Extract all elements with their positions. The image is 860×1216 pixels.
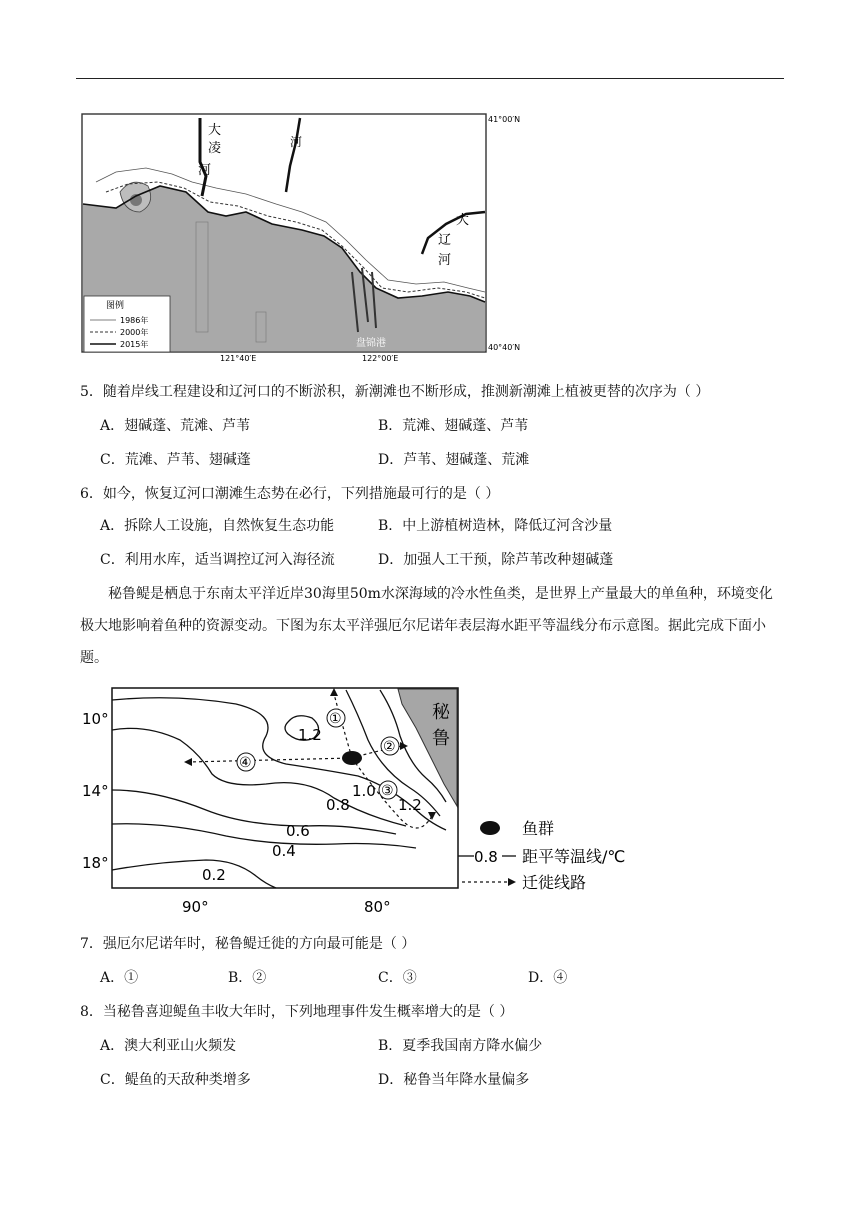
label-panjin: 盘锦港 [356, 338, 386, 349]
label-daling-3: 河 [198, 163, 212, 178]
lon-right: 122°00′E [362, 354, 399, 363]
question-8-stem: 8．当秘鲁喜迎鳀鱼丰收大年时，下列地理事件发生概率增大的是（ ） [80, 1004, 514, 1020]
route-2: ② [383, 739, 396, 755]
question-6-stem: 6．如今，恢复辽河口潮滩生态势在必行，下列措施最可行的是（ ） [80, 486, 500, 502]
route-4: ④ [239, 755, 252, 771]
header-rule [76, 78, 784, 79]
isoline-label-2: 1.2 [398, 796, 422, 814]
q8-option-d[interactable]: D．秘鲁当年降水量偏多 [378, 1072, 530, 1088]
q8-option-a[interactable]: A．澳大利亚山火频发 [100, 1038, 237, 1054]
lat-bottom: 40°40′N [488, 343, 521, 352]
legend-2000: 2000年 [120, 328, 149, 337]
q6-option-c[interactable]: C．利用水库，适当调控辽河入海径流 [100, 552, 335, 568]
legend-2015: 2015年 [120, 340, 149, 349]
lat-14: 14° [82, 782, 109, 800]
legend-title: 图例 [106, 301, 125, 311]
q8-option-c[interactable]: C．鳀鱼的天敌种类增多 [100, 1072, 251, 1088]
q6-option-b[interactable]: B．中上游植树造林，降低辽河含沙量 [378, 518, 613, 534]
q7-option-a[interactable]: A．① [100, 970, 139, 986]
lat-18: 18° [82, 854, 109, 872]
lat-10: 10° [82, 710, 109, 728]
label-daliao-3: 河 [438, 253, 452, 268]
isoline-label-1: 1.2 [298, 726, 322, 744]
isoline-label-4: 0.8 [326, 796, 350, 814]
legend-isoline: 距平等温线/℃ [522, 847, 626, 866]
q7-option-d[interactable]: D．④ [528, 970, 568, 986]
label-daling-2: 凌 [208, 141, 222, 156]
legend-isoline-value: 0.8 [474, 848, 498, 866]
map2-legend [458, 819, 625, 892]
lon-left: 121°40′E [220, 354, 257, 363]
q8-option-b[interactable]: B．夏季我国南方降水偏少 [378, 1038, 543, 1054]
label-daliao-1: 大 [456, 213, 470, 228]
legend-1986: 1986年 [120, 316, 149, 325]
question-7-stem: 7．强厄尔尼诺年时，秘鲁鳀迁徙的方向最可能是（ ） [80, 936, 416, 952]
legend-fish: 鱼群 [522, 819, 555, 838]
q5-option-d[interactable]: D．芦苇、翅碱蓬、荒滩 [378, 452, 530, 468]
passage [80, 578, 784, 674]
q6-option-d[interactable]: D．加强人工干预，除芦苇改种翅碱蓬 [378, 552, 614, 568]
isoline-label-3: 1.0 [352, 782, 376, 800]
lon-80: 80° [364, 898, 391, 916]
lon-90: 90° [182, 898, 209, 916]
q7-option-b[interactable]: B．② [228, 970, 267, 986]
q5-option-b[interactable]: B．荒滩、翅碱蓬、芦苇 [378, 418, 529, 434]
label-daling-1: 大 [208, 123, 222, 138]
q5-option-c[interactable]: C．荒滩、芦苇、翅碱蓬 [100, 452, 251, 468]
isoline-label-7: 0.2 [202, 866, 226, 884]
label-daliao-2: 辽 [438, 233, 452, 248]
legend-route: 迁徙线路 [522, 873, 587, 892]
q7-option-c[interactable]: C．③ [378, 970, 417, 986]
sst-anomaly-map [76, 684, 656, 916]
question-5-stem: 5．随着岸线工程建设和辽河口的不断淤积，新潮滩也不断形成，推测新潮滩上植被更替的次序为（ ） [80, 384, 710, 400]
q6-option-a[interactable]: A．拆除人工设施，自然恢复生态功能 [100, 518, 335, 534]
peru-label-1: 秘 [432, 702, 450, 723]
isoline-label-6: 0.4 [272, 842, 296, 860]
lat-top: 41°00′N [488, 115, 521, 124]
passage-text: 秘鲁鳀是栖息于东南太平洋近岸30海里50m水深海域的冷水性鱼类，是世界上产量最大的单鱼种，环境变化极大地影响着鱼种的资源变动。下图为东太平洋强厄尔尼诺年表层海水距平等温线分布示意图。据此完成下面小题。 [80, 586, 773, 666]
q5-option-a[interactable]: A．翅碱蓬、荒滩、芦苇 [100, 418, 251, 434]
route-3: ③ [381, 783, 394, 799]
route-1: ① [329, 711, 342, 727]
fish-school-marker [342, 751, 362, 765]
isoline-label-5: 0.6 [286, 822, 310, 840]
peru-label-2: 鲁 [432, 728, 450, 749]
map1-legend [84, 296, 170, 352]
liaohe-estuary-map [76, 112, 536, 363]
label-liao: 河 [290, 135, 303, 149]
